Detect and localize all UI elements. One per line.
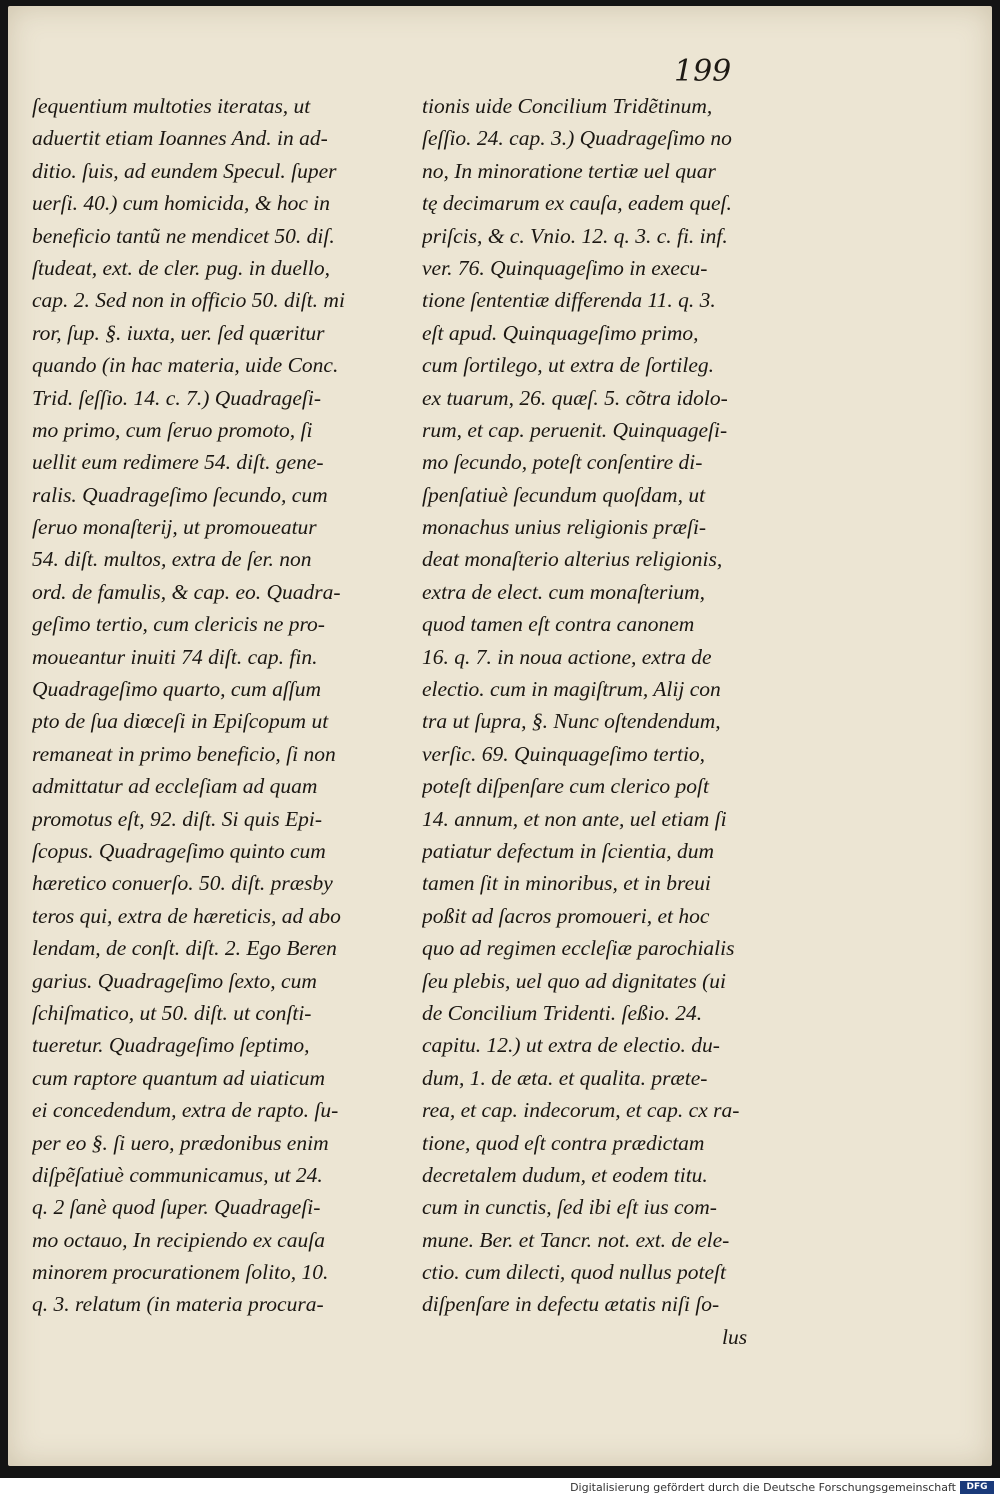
text-line: aduertit etiam Ioannes And. in ad- <box>32 126 328 151</box>
text-line: per eo §. ſi uero, prædonibus enim <box>32 1130 329 1155</box>
text-line: geſimo tertio, cum clericis ne pro- <box>32 612 325 637</box>
text-line: decretalem dudum, et eodem titu. <box>422 1162 708 1187</box>
text-line: mo octauo, In recipiendo ex cauſa <box>32 1227 325 1252</box>
text-line: extra de elect. cum monaſterium, <box>422 579 705 604</box>
text-line: ſcopus. Quadrageſimo quinto cum <box>32 838 326 863</box>
text-line: uellit eum redimere 54. diſt. gene- <box>32 450 324 475</box>
text-line: minorem procurationem ſolito, 10. <box>32 1260 329 1285</box>
text-line: ror, ſup. §. iuxta, uer. ſed quæritur <box>32 320 325 345</box>
text-line: cum ſortilego, ut extra de ſortileg. <box>422 353 714 378</box>
text-line: diſpenſare in defectu ætatis niſi ſo- <box>422 1292 720 1317</box>
text-line: tione ſententiæ differenda 11. q. 3. <box>422 288 716 313</box>
text-line: monachus unius religionis præſi- <box>422 515 707 540</box>
footer-bar <box>0 1478 1000 1498</box>
text-line: remaneat in primo beneficio, ſi non <box>32 741 336 766</box>
text-line: tę decimarum ex cauſa, eadem queſ. <box>422 191 732 216</box>
text-line: rum, et cap. peruenit. Quinquageſi- <box>422 417 728 442</box>
text-line: tra ut ſupra, §. Nunc oſtendendum, <box>422 709 721 734</box>
text-line: ex tuarum, 26. quæſ. 5. cõtra idolo- <box>422 385 728 410</box>
text-line: ei concedendum, extra de rapto. ſu- <box>32 1098 339 1123</box>
text-line: eſt apud. Quinquageſimo primo, <box>422 320 699 345</box>
text-line: dum, 1. de æta. et qualita. præte- <box>422 1065 708 1090</box>
text-line: Trid. ſeſſio. 14. c. 7.) Quadrageſi- <box>32 385 322 410</box>
text-line: quod tamen eſt contra canonem <box>422 612 695 637</box>
text-line: 14. annum, et non ante, uel etiam ſi <box>422 806 727 831</box>
text-line: capitu. 12.) ut extra de electio. du- <box>422 1033 720 1058</box>
text-line: diſpẽſatiuè communicamus, ut 24. <box>32 1162 323 1187</box>
text-line: q. 3. relatum (in materia procura- <box>32 1292 324 1317</box>
text-line: lus <box>722 1324 748 1349</box>
right-text-column <box>422 90 802 1353</box>
text-line: garius. Quadrageſimo ſexto, cum <box>32 968 317 993</box>
text-line: tionis uide Concilium Tridẽtinum, <box>422 94 713 118</box>
text-line: lendam, de conſt. diſt. 2. Ego Beren <box>32 936 337 961</box>
text-line: mo primo, cum ſeruo promoto, ſi <box>32 417 313 442</box>
text-line: beneficio tantũ ne mendicet 50. diſ. <box>32 223 335 248</box>
text-line: poßit ad ſacros promoueri, et hoc <box>422 903 710 928</box>
dfg-logo: DFG <box>960 1481 994 1494</box>
text-line: cum raptore quantum ad uiaticum <box>32 1065 326 1090</box>
text-line: priſcis, & c. Vnio. 12. q. 3. c. fi. inf. <box>422 223 728 248</box>
text-line: cap. 2. Sed non in officio 50. diſt. mi <box>32 288 345 313</box>
text-line: tione, quod eſt contra prædictam <box>422 1130 705 1155</box>
text-line: Quadrageſimo quarto, cum aſſum <box>32 677 322 702</box>
text-line: quando (in hac materia, uide Conc. <box>32 353 339 378</box>
text-line: no, In minoratione tertiæ uel quar <box>422 158 716 183</box>
text-line: ſeruo monaſterij, ut promoueatur <box>32 515 317 540</box>
text-line: mo ſecundo, poteſt conſentire di- <box>422 450 703 475</box>
text-line: deat monaſterio alterius religionis, <box>422 547 723 572</box>
text-line: tueretur. Quadrageſimo ſeptimo, <box>32 1033 310 1058</box>
text-line: pto de ſua diœceſi in Epiſcopum ut <box>32 709 329 734</box>
text-line: moueantur inuiti 74 diſt. cap. fin. <box>32 644 318 669</box>
text-line: cum in cunctis, ſed ibi eſt ius com- <box>422 1195 717 1220</box>
text-line: promotus eſt, 92. diſt. Si quis Epi- <box>32 806 323 831</box>
text-line: 16. q. 7. in noua actione, extra de <box>422 644 712 669</box>
page-number: 199 <box>674 54 732 89</box>
text-line: quo ad regimen eccleſiæ parochialis <box>422 936 735 961</box>
text-line: patiatur defectum in ſcientia, dum <box>422 838 714 863</box>
text-line: uerſi. 40.) cum homicida, & hoc in <box>32 191 330 216</box>
text-line: hæretico conuerſo. 50. diſt. præsby <box>32 871 333 896</box>
text-line: ditio. ſuis, ad eundem Specul. ſuper <box>32 158 337 183</box>
text-line: electio. cum in magiſtrum, Alij con <box>422 677 721 702</box>
text-line: teros qui, extra de hæreticis, ad abo <box>32 903 341 928</box>
text-line: ord. de famulis, & cap. eo. Quadra- <box>32 579 341 604</box>
text-line: q. 2 ſanè quod ſuper. Quadrageſi- <box>32 1195 321 1220</box>
text-line: ſtudeat, ext. de cler. pug. in duello, <box>32 255 330 280</box>
text-line: ſeu plebis, uel quo ad dignitates (ui <box>422 968 726 993</box>
text-line: ver. 76. Quinquageſimo in execu- <box>422 255 708 280</box>
text-line: rea, et cap. indecorum, et cap. cx ra- <box>422 1098 740 1123</box>
footer-credit: Digitalisierung gefördert durch die Deutsche Forschungsgemeinschaft <box>570 1481 956 1494</box>
text-line: ctio. cum dilecti, quod nullus poteſt <box>422 1260 726 1285</box>
text-line: tamen ſit in minoribus, et in breui <box>422 871 711 896</box>
book-page <box>8 6 992 1466</box>
text-line: ſeſſio. 24. cap. 3.) Quadrageſimo no <box>422 126 732 151</box>
left-text-column <box>32 90 418 1321</box>
text-line: ralis. Quadrageſimo ſecundo, cum <box>32 482 328 507</box>
text-line: ſpenſatiuè ſecundum quoſdam, ut <box>422 482 706 507</box>
text-line: 54. diſt. multos, extra de ſer. non <box>32 547 312 572</box>
text-line: ſequentium multoties iteratas, ut <box>32 94 311 118</box>
text-line: poteſt diſpenſare cum clerico poſt <box>422 774 709 799</box>
text-line: admittatur ad eccleſiam ad quam <box>32 774 318 799</box>
text-line: mune. Ber. et Tancr. not. ext. de ele- <box>422 1227 730 1252</box>
text-line: ſchiſmatico, ut 50. diſt. ut conſti- <box>32 1000 312 1025</box>
text-line: verſic. 69. Quinquageſimo tertio, <box>422 741 706 766</box>
text-line: de Concilium Tridenti. ſeßio. 24. <box>422 1000 703 1025</box>
